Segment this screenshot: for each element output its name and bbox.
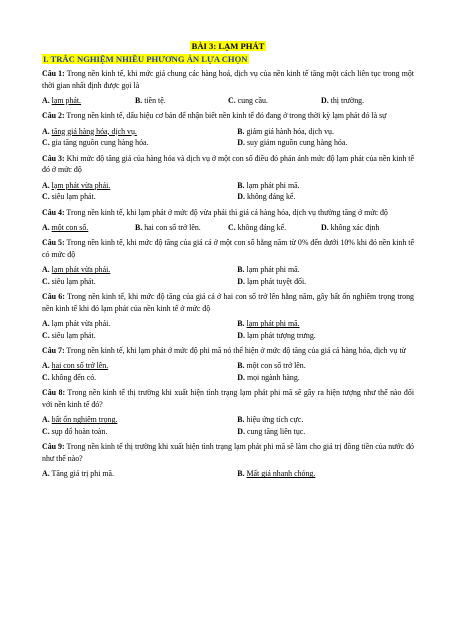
- section-title: I. TRẮC NGHIỆM NHIỀU PHƯƠNG ÁN LỰA CHỌN: [43, 54, 248, 64]
- options-9: [42, 468, 414, 480]
- option-a[interactable]: A. lạm phát vừa phải.: [42, 319, 111, 329]
- question-number: Câu 3:: [42, 153, 65, 163]
- question-text: Trong nền kinh tế, khi mức độ tăng của giá cả ở một con số hằng năm từ 0% đến dưới 10% khi đó nền kinh tế có mức độ: [42, 238, 414, 259]
- option-c[interactable]: C. siêu lạm phát.: [42, 192, 96, 202]
- question-number: Câu 5:: [42, 238, 65, 248]
- option-b[interactable]: B. hai con số trở lên.: [135, 222, 201, 232]
- option-b[interactable]: B. hiệu ứng tích cực.: [237, 415, 304, 425]
- options-5: [42, 264, 414, 287]
- question-number: Câu 8:: [42, 388, 66, 398]
- option-b[interactable]: B. lạm phát phi mã.: [237, 319, 300, 329]
- option-b[interactable]: B. tiền tệ.: [135, 96, 166, 105]
- lesson-title: BÀI 3: LẠM PHÁT: [191, 41, 265, 51]
- options-7: [42, 360, 414, 383]
- question-2: [42, 110, 414, 122]
- option-c[interactable]: C. không đến có.: [42, 373, 97, 383]
- option-a[interactable]: A. lạm phát vừa phải.: [42, 180, 111, 190]
- question-number: Câu 7:: [42, 346, 65, 356]
- question-5: [42, 237, 414, 260]
- option-c[interactable]: C. cung cầu.: [228, 96, 268, 105]
- question-9: [42, 441, 414, 464]
- option-d[interactable]: D. không xác định: [321, 222, 380, 232]
- option-d[interactable]: D. thị trường.: [321, 96, 365, 105]
- question-number: Câu 9:: [42, 442, 65, 452]
- option-a[interactable]: A. tăng giá hàng hóa, dịch vụ.: [42, 126, 137, 136]
- option-a[interactable]: A. lạm phát vừa phải.: [42, 265, 111, 275]
- question-7: [42, 345, 414, 357]
- question-text: Trong nền kinh tế, khi mức độ tăng của giá cả ở hai con số trở lên hằng năm, gây bất ổn nghiêm trọng trong nền kinh tế khi đó lạm phát của nền kinh tế ở mức độ: [42, 292, 414, 313]
- options-2: [42, 126, 414, 149]
- question-number: Câu 4:: [42, 207, 65, 217]
- option-c[interactable]: C. gia tăng nguồn cung hàng hóa.: [42, 138, 149, 148]
- option-a[interactable]: A. lạm phát.: [42, 96, 82, 105]
- option-d[interactable]: D. không đáng kể.: [237, 192, 296, 202]
- question-number: Câu 1:: [42, 69, 65, 78]
- option-a[interactable]: A. hai con số trở lên.: [42, 361, 109, 371]
- option-d[interactable]: D. suy giảm nguồn cung hàng hóa.: [237, 138, 348, 148]
- question-8: [42, 387, 414, 410]
- question-text: Khi mức độ tăng giá của hàng hóa và dịch vụ ở một con số điều đó phản ánh mức độ lạm phát của nền kinh tế đó ở mức độ: [42, 153, 414, 175]
- question-text: Trong nền kinh tế, dấu hiệu cơ bản để nhận biết nền kinh tế đó đang ở trong thời kỳ lạm phát đó là sự: [66, 111, 387, 121]
- question-text: Trong nền kinh tế, khi mức giá chung các hàng hoá, dịch vụ của nền kinh tế tăng một cách liên tục trong một thời gian nhất định được gọi là: [42, 69, 414, 90]
- question-6: [42, 291, 414, 314]
- option-b[interactable]: B. lạm phát phi mã.: [237, 180, 300, 190]
- option-c[interactable]: C. siêu lạm phát.: [42, 330, 96, 340]
- option-d[interactable]: D. mọi ngành hàng.: [237, 373, 300, 383]
- options-6: [42, 318, 414, 341]
- question-text: Trong nền kinh tế, khi lạm phát ở mức độ vừa phải thì giá cả hàng hóa, dịch vụ thường tăng ở mức độ: [66, 207, 388, 217]
- options-1: [42, 95, 414, 107]
- options-4: [42, 222, 414, 234]
- question-4: [42, 207, 414, 219]
- option-a[interactable]: A. một con số.: [42, 222, 89, 232]
- option-d[interactable]: D. cung tăng liên tục.: [237, 427, 306, 437]
- question-text: Trong nền kinh tế thị trường khi xuất hiện tình trạng lạm phát phi mã sẽ gây ra hiện tượng như thế nào đối với nền kinh tế đó?: [42, 388, 415, 410]
- option-a[interactable]: A. Tăng giá trị phi mã.: [42, 469, 114, 479]
- option-b[interactable]: B. một con số trở lên.: [237, 361, 306, 371]
- option-b[interactable]: B. lạm phát phi mã.: [237, 265, 300, 275]
- option-d[interactable]: D. lạm phát tuyệt đối.: [237, 276, 307, 286]
- option-c[interactable]: C. không đáng kể.: [228, 222, 287, 232]
- option-b[interactable]: B. Mất giá nhanh chóng.: [237, 469, 316, 479]
- question-text: Trong nền kinh tế, khi lạm phát ở mức độ phi mã nó thể hiện ở mức độ tăng của giá cả hàng hóa, dịch vụ từ: [66, 346, 406, 356]
- option-b[interactable]: B. giảm giá hành hóa, dịch vụ.: [237, 126, 334, 136]
- question-3: [42, 153, 414, 176]
- options-8: [42, 414, 414, 437]
- options-3: [42, 180, 414, 203]
- option-a[interactable]: A. bất ổn nghiêm trọng.: [42, 415, 118, 425]
- question-number: Câu 2:: [42, 111, 65, 121]
- question-1: [42, 68, 414, 91]
- option-d[interactable]: D. lạm phát tượng trưng.: [237, 330, 316, 340]
- option-c[interactable]: C. siêu lạm phát.: [42, 276, 96, 286]
- question-number: Câu 6:: [42, 292, 65, 302]
- question-text: Trong nền kinh tế thị trường khi xuất hiện tình trạng lạm phát phi mã sẽ làm cho giá trị đồng tiền của nước đó như thế nào?: [42, 442, 415, 464]
- option-c[interactable]: C. sụp đổ hoàn toàn.: [42, 427, 108, 437]
